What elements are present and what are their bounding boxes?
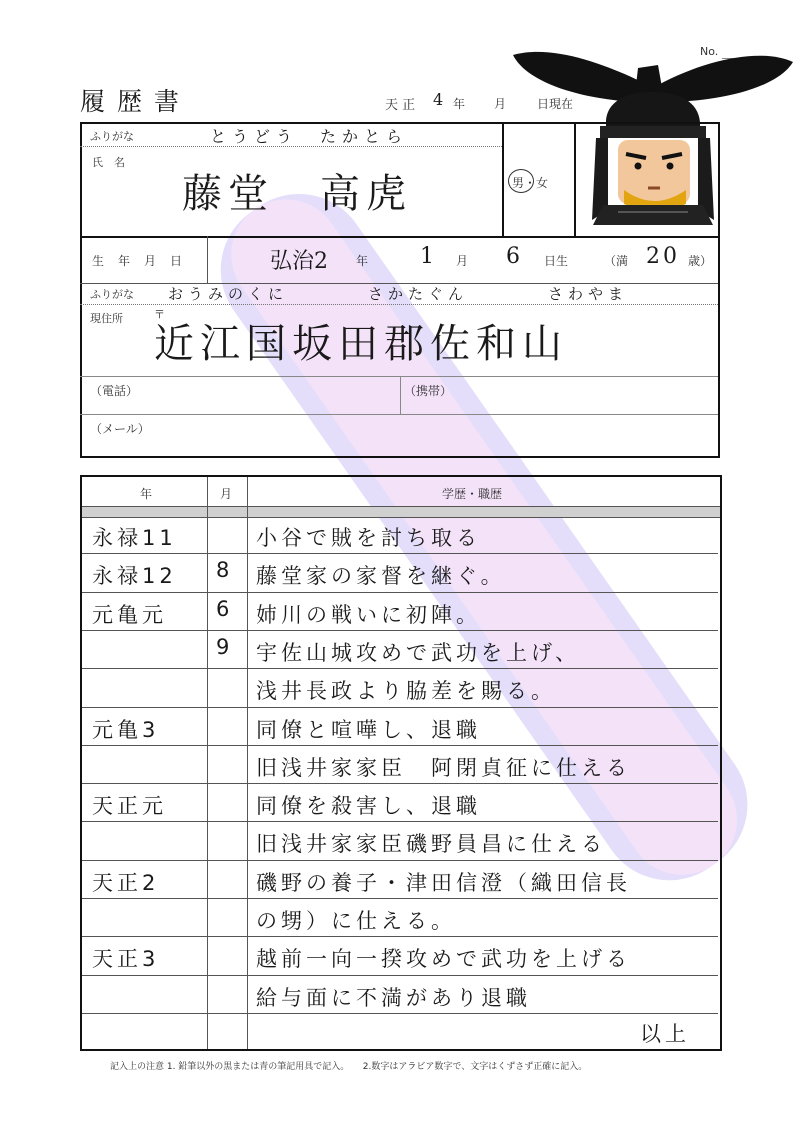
col-year-header: 年 bbox=[140, 487, 153, 501]
applicant-name: 藤堂 高虎 bbox=[182, 171, 412, 217]
row-year: 永禄12 bbox=[92, 564, 177, 588]
age-prefix: （満 bbox=[604, 254, 629, 268]
birth-month-unit: 月 bbox=[456, 254, 469, 268]
date-year-unit: 年 bbox=[453, 97, 466, 111]
postal-mark: 〒 bbox=[154, 308, 165, 321]
col-detail-header: 学歴・職歴 bbox=[442, 487, 503, 501]
row-month: 9 bbox=[216, 635, 234, 659]
row-detail: 給与面に不満があり退職 bbox=[256, 986, 531, 1010]
address-furigana-label: ふりがな bbox=[90, 288, 134, 301]
table-row bbox=[82, 1013, 718, 1014]
row-detail: 姉川の戦いに初陣。 bbox=[256, 603, 481, 627]
row-detail: 浅井長政より脇差を賜る。 bbox=[256, 679, 556, 703]
table-row bbox=[82, 783, 718, 784]
date-day-suffix: 日現在 bbox=[537, 97, 574, 111]
row-detail: 同僚と喧嘩し、退職 bbox=[256, 718, 481, 742]
table-row bbox=[82, 592, 718, 593]
gender-circle bbox=[508, 169, 534, 193]
row-detail: 藤堂家の家督を継ぐ。 bbox=[256, 564, 506, 588]
table-row bbox=[82, 553, 718, 554]
row-year: 天正元 bbox=[92, 794, 167, 818]
birth-era-year: 弘治2 bbox=[270, 249, 328, 274]
table-row bbox=[82, 745, 718, 746]
table-row bbox=[82, 821, 718, 822]
address-label: 現住所 bbox=[90, 312, 123, 325]
birth-day-unit: 日生 bbox=[544, 254, 569, 268]
number-label: No. bbox=[700, 45, 719, 58]
row-detail: 宇佐山城攻めで武功を上げ、 bbox=[256, 641, 581, 665]
row-detail: 旧浅井家家臣 阿閉貞征に仕える bbox=[256, 756, 631, 780]
row-year: 元亀元 bbox=[92, 603, 167, 627]
row-month: 8 bbox=[216, 558, 234, 582]
name-furigana: とうどう たかとら bbox=[210, 127, 409, 146]
table-row bbox=[82, 936, 718, 937]
table-row bbox=[82, 668, 718, 669]
birth-year-unit: 年 bbox=[356, 254, 369, 268]
row-year: 元亀3 bbox=[92, 718, 160, 742]
table-row bbox=[82, 860, 718, 861]
row-detail: 磯野の養子・津田信澄（織田信長 bbox=[256, 871, 631, 895]
phone-label: （電話） bbox=[90, 384, 139, 398]
col-month-header: 月 bbox=[220, 487, 233, 501]
date-year: 4 bbox=[433, 90, 444, 109]
email-label: （メール） bbox=[90, 422, 150, 436]
mobile-label: （携帯） bbox=[404, 384, 453, 398]
age-suffix: 歳） bbox=[688, 254, 713, 268]
page-title: 履 歴 書 bbox=[80, 87, 181, 116]
name-furigana-label: ふりがな bbox=[90, 130, 134, 143]
name-label: 氏 名 bbox=[92, 156, 125, 169]
age-value: 20 bbox=[646, 244, 680, 269]
date-month-unit: 月 bbox=[494, 97, 507, 111]
birth-month: 1 bbox=[420, 244, 434, 269]
address-furigana-2: さかたぐん bbox=[368, 285, 469, 303]
row-year: 天正3 bbox=[92, 947, 160, 971]
address-value: 近江国坂田郡佐和山 bbox=[154, 321, 568, 367]
birth-label: 生 年 月 日 bbox=[92, 254, 184, 268]
row-detail: 越前一向一揆攻めで武功を上げる bbox=[256, 947, 631, 971]
row-detail: 小谷で賊を討ち取る bbox=[256, 526, 481, 550]
birth-day: 6 bbox=[506, 244, 520, 269]
row-year: 永禄11 bbox=[92, 526, 177, 550]
table-row bbox=[82, 975, 718, 976]
row-month: 6 bbox=[216, 597, 234, 621]
table-row bbox=[82, 898, 718, 899]
table-row bbox=[82, 707, 718, 708]
row-year: 天正2 bbox=[92, 871, 160, 895]
table-row bbox=[82, 630, 718, 631]
footer-note: 記入上の注意 1. 鉛筆以外の黒または青の筆記用具で記入。 2.数字はアラビア数字で、文字はくずさず正確に記入。 bbox=[110, 1062, 588, 1072]
address-furigana-1: おうみのくに bbox=[168, 285, 289, 303]
address-furigana-3: さわやま bbox=[548, 285, 629, 303]
row-detail: の甥）に仕える。 bbox=[256, 909, 456, 933]
gender-field: 男・女 bbox=[512, 176, 549, 190]
row-detail: 同僚を殺害し、退職 bbox=[256, 794, 481, 818]
row-detail: 旧浅井家家臣磯野員昌に仕える bbox=[256, 832, 606, 856]
date-era: 天 正 bbox=[385, 98, 416, 113]
row-detail: 以上 bbox=[640, 1022, 690, 1046]
